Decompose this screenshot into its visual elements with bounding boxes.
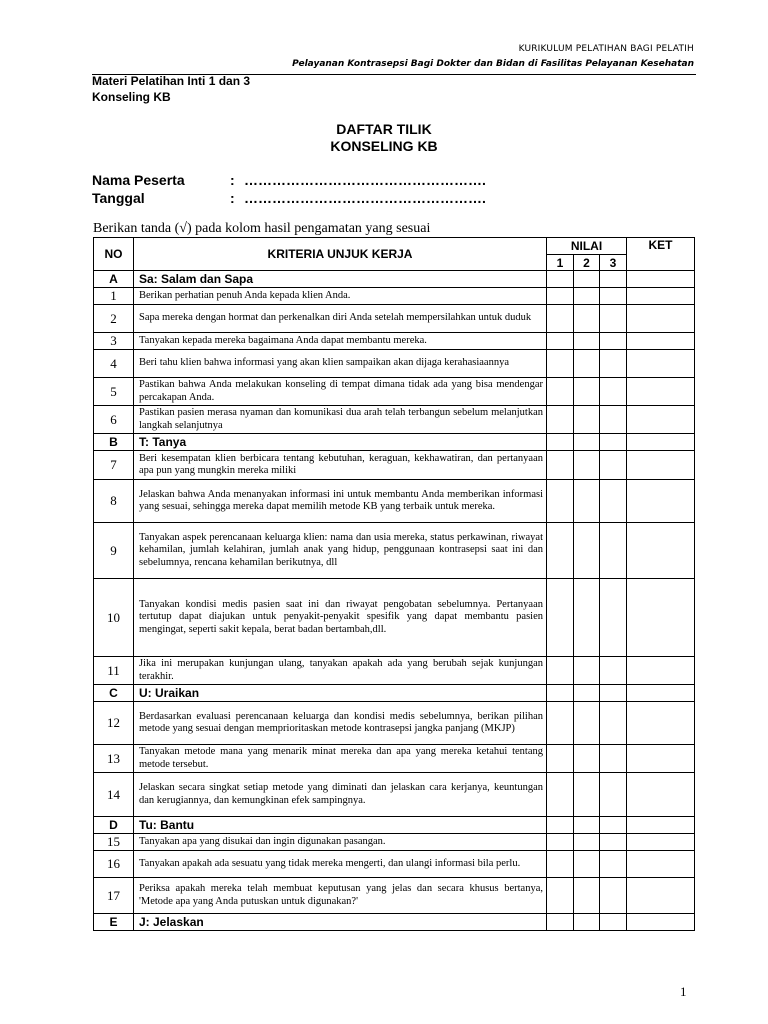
table-row: [94, 523, 695, 579]
score-cell-2[interactable]: [574, 523, 600, 579]
score-cell-3[interactable]: [600, 657, 627, 685]
score-cell-1[interactable]: [547, 685, 574, 702]
score-cell-2[interactable]: [574, 914, 600, 931]
section-row: [94, 685, 695, 702]
score-cell-3[interactable]: [600, 451, 627, 480]
table-row: [94, 878, 695, 914]
section-title: Sa: Salam dan Sapa: [134, 271, 547, 288]
item-number: 2: [94, 305, 134, 333]
field-separator: :: [230, 172, 235, 188]
table-row: [94, 773, 695, 817]
score-cell-3[interactable]: [600, 702, 627, 745]
item-number: 8: [94, 480, 134, 523]
ket-cell[interactable]: [627, 657, 695, 685]
score-cell-3[interactable]: [600, 480, 627, 523]
field-dots: …………………………………………….: [244, 172, 486, 188]
criteria-text: Beri kesempatan klien berbicara tentang kebutuhan, keraguan, kekhawatiran, dan pertanyaan apa pun yang mungkin mereka miliki: [134, 451, 547, 480]
score-cell-1[interactable]: [547, 271, 574, 288]
table-row: [94, 378, 695, 406]
score-cell-2[interactable]: [574, 288, 600, 305]
score-cell-2[interactable]: [574, 333, 600, 350]
score-cell-1[interactable]: [547, 579, 574, 657]
score-cell-3[interactable]: [600, 333, 627, 350]
item-number: 16: [94, 851, 134, 878]
item-number: 13: [94, 745, 134, 773]
score-cell-3[interactable]: [600, 434, 627, 451]
section-letter: B: [94, 434, 134, 451]
score-cell-3[interactable]: [600, 834, 627, 851]
ket-cell[interactable]: [627, 745, 695, 773]
item-number: 17: [94, 878, 134, 914]
score-cell-3[interactable]: [600, 523, 627, 579]
ket-cell[interactable]: [627, 685, 695, 702]
col-header-nilai: NILAI: [547, 238, 627, 255]
score-header-3: 3: [600, 255, 627, 271]
item-number: 1: [94, 288, 134, 305]
section-letter: D: [94, 817, 134, 834]
score-cell-2[interactable]: [574, 817, 600, 834]
score-cell-1[interactable]: [547, 333, 574, 350]
page-number: 1: [680, 984, 687, 999]
score-cell-1[interactable]: [547, 288, 574, 305]
item-number: 5: [94, 378, 134, 406]
col-header-ket: KET: [627, 238, 695, 271]
score-cell-2[interactable]: [574, 851, 600, 878]
table-row: [94, 333, 695, 350]
item-number: 4: [94, 350, 134, 378]
table-row: [94, 350, 695, 378]
score-cell-2[interactable]: [574, 773, 600, 817]
criteria-text: Jelaskan bahwa Anda menanyakan informasi ini untuk membantu Anda memberikan informasi yang sesuai, sehingga mereka dapat memilih metode KB yang terbaik untuk mereka.: [134, 480, 547, 523]
ket-cell[interactable]: [627, 451, 695, 480]
score-cell-1[interactable]: [547, 451, 574, 480]
score-cell-1[interactable]: [547, 305, 574, 333]
score-cell-2[interactable]: [574, 406, 600, 434]
module-label: Materi Pelatihan Inti 1 dan 3: [92, 74, 251, 88]
item-number: 7: [94, 451, 134, 480]
score-cell-2[interactable]: [574, 271, 600, 288]
criteria-text: Berikan perhatian penuh Anda kepada klien Anda.: [134, 288, 547, 305]
section-row: [94, 271, 695, 288]
score-cell-2[interactable]: [574, 745, 600, 773]
section-letter: C: [94, 685, 134, 702]
criteria-text: Berdasarkan evaluasi perencanaan keluarga dan kondisi medis sebelumnya, berikan pilihan metode yang sesuai dengan memprioritaskan metode kontrasepsi jangka panjang (MKJP): [134, 702, 547, 745]
item-number: 12: [94, 702, 134, 745]
score-cell-2[interactable]: [574, 434, 600, 451]
table-row: [94, 702, 695, 745]
table-row: [94, 480, 695, 523]
score-cell-1[interactable]: [547, 773, 574, 817]
table-row: [94, 406, 695, 434]
score-cell-2[interactable]: [574, 657, 600, 685]
col-header-no: NO: [94, 238, 134, 271]
ket-cell[interactable]: [627, 406, 695, 434]
criteria-text: Tanyakan aspek perencanaan keluarga klien: nama dan usia mereka, status perkawinan, riwayat kehamilan, jumlah kelahiran, jumlah anak yang hidup, penggunaan kontrasepsi saat ini dan sebelumnya, rencana kehamilan berikutnya, dll: [134, 523, 547, 579]
criteria-text: Tanyakan metode mana yang menarik minat mereka dan apa yang mereka ketahui tentang metode tersebut.: [134, 745, 547, 773]
item-number: 9: [94, 523, 134, 579]
criteria-text: Jelaskan secara singkat setiap metode yang diminati dan jelaskan cara kerjanya, keuntungan dan kerugiannya, dan kemungkinan efek sampingnya.: [134, 773, 547, 817]
section-title: U: Uraikan: [134, 685, 547, 702]
criteria-text: Jika ini merupakan kunjungan ulang, tanyakan apakah ada yang berubah sejak kunjungan terakhir.: [134, 657, 547, 685]
score-cell-3[interactable]: [600, 305, 627, 333]
instruction-text: Berikan tanda (√) pada kolom hasil pengamatan yang sesuai: [93, 221, 431, 236]
ket-cell[interactable]: [627, 817, 695, 834]
curriculum-header: KURIKULUM PELATIHAN BAGI PELATIH: [518, 44, 694, 54]
field-label: Tanggal: [92, 190, 145, 206]
score-cell-2[interactable]: [574, 305, 600, 333]
section-title: Tu: Bantu: [134, 817, 547, 834]
score-cell-2[interactable]: [574, 685, 600, 702]
ket-cell[interactable]: [627, 480, 695, 523]
score-cell-1[interactable]: [547, 745, 574, 773]
criteria-text: Tanyakan kondisi medis pasien saat ini dan riwayat pengobatan sebelumnya. Pertanyaan tertutup dapat diajukan untuk penyakit-penyakit spesifik yang dapat membantu pasien mengingat, seperti sakit kepala, berat badan bertambah,dll.: [134, 579, 547, 657]
date-field[interactable]: [92, 190, 486, 206]
course-subtitle: Pelayanan Kontrasepsi Bagi Dokter dan Bidan di Fasilitas Pelayanan Kesehatan: [292, 59, 694, 69]
ket-cell[interactable]: [627, 834, 695, 851]
score-cell-2[interactable]: [574, 451, 600, 480]
table-row: [94, 745, 695, 773]
section-letter: A: [94, 271, 134, 288]
ket-cell[interactable]: [627, 914, 695, 931]
col-header-criteria: KRITERIA UNJUK KERJA: [134, 238, 547, 271]
item-number: 15: [94, 834, 134, 851]
score-cell-1[interactable]: [547, 378, 574, 406]
criteria-text: Tanyakan kepada mereka bagaimana Anda dapat membantu mereka.: [134, 333, 547, 350]
table-row: [94, 579, 695, 657]
item-number: 14: [94, 773, 134, 817]
document-title: DAFTAR TILIK: [336, 121, 432, 137]
score-cell-1[interactable]: [547, 834, 574, 851]
participant-name-field[interactable]: [92, 172, 486, 188]
field-dots: …………………………………………….: [244, 190, 486, 206]
score-cell-2[interactable]: [574, 480, 600, 523]
score-cell-2[interactable]: [574, 350, 600, 378]
section-title: J: Jelaskan: [134, 914, 547, 931]
score-cell-3[interactable]: [600, 773, 627, 817]
ket-cell[interactable]: [627, 333, 695, 350]
score-cell-1[interactable]: [547, 702, 574, 745]
field-label: Nama Peserta: [92, 172, 185, 188]
score-cell-2[interactable]: [574, 579, 600, 657]
score-cell-2[interactable]: [574, 878, 600, 914]
score-cell-1[interactable]: [547, 523, 574, 579]
ket-cell[interactable]: [627, 305, 695, 333]
score-cell-1[interactable]: [547, 914, 574, 931]
score-cell-3[interactable]: [600, 579, 627, 657]
table-row: [94, 451, 695, 480]
score-cell-3[interactable]: [600, 406, 627, 434]
score-cell-2[interactable]: [574, 834, 600, 851]
score-header-1: 1: [547, 255, 574, 271]
criteria-text: Beri tahu klien bahwa informasi yang akan klien sampaikan akan dijaga kerahasiaannya: [134, 350, 547, 378]
item-number: 3: [94, 333, 134, 350]
table-header-row: [94, 238, 695, 255]
section-row: [94, 434, 695, 451]
score-cell-1[interactable]: [547, 350, 574, 378]
score-cell-3[interactable]: [600, 817, 627, 834]
section-title: T: Tanya: [134, 434, 547, 451]
score-cell-3[interactable]: [600, 914, 627, 931]
ket-cell[interactable]: [627, 878, 695, 914]
score-cell-3[interactable]: [600, 745, 627, 773]
score-cell-3[interactable]: [600, 271, 627, 288]
table-row: [94, 288, 695, 305]
section-row: [94, 914, 695, 931]
score-cell-2[interactable]: [574, 702, 600, 745]
ket-cell[interactable]: [627, 579, 695, 657]
field-separator: :: [230, 190, 235, 206]
criteria-text: Sapa mereka dengan hormat dan perkenalkan diri Anda setelah mempersilahkan untuk duduk: [134, 305, 547, 333]
table-row: [94, 657, 695, 685]
document-subtitle: KONSELING KB: [330, 138, 438, 154]
ket-cell[interactable]: [627, 288, 695, 305]
score-cell-3[interactable]: [600, 851, 627, 878]
score-cell-3[interactable]: [600, 288, 627, 305]
score-cell-1[interactable]: [547, 434, 574, 451]
score-header-2: 2: [574, 255, 600, 271]
ket-cell[interactable]: [627, 702, 695, 745]
item-number: 10: [94, 579, 134, 657]
score-cell-1[interactable]: [547, 480, 574, 523]
topic-label: Konseling KB: [92, 90, 171, 104]
criteria-text: Tanyakan apakah ada sesuatu yang tidak mereka mengerti, dan ulangi informasi bila perlu.: [134, 851, 547, 878]
score-cell-1[interactable]: [547, 657, 574, 685]
section-row: [94, 817, 695, 834]
score-cell-3[interactable]: [600, 685, 627, 702]
score-cell-3[interactable]: [600, 350, 627, 378]
ket-cell[interactable]: [627, 271, 695, 288]
ket-cell[interactable]: [627, 378, 695, 406]
section-letter: E: [94, 914, 134, 931]
table-row: [94, 305, 695, 333]
score-cell-1[interactable]: [547, 878, 574, 914]
ket-cell[interactable]: [627, 851, 695, 878]
table-row: [94, 834, 695, 851]
table-row: [94, 851, 695, 878]
score-cell-1[interactable]: [547, 817, 574, 834]
item-number: 11: [94, 657, 134, 685]
ket-cell[interactable]: [627, 434, 695, 451]
item-number: 6: [94, 406, 134, 434]
criteria-text: Periksa apakah mereka telah membuat keputusan yang jelas dan secara khusus bertanya, 'Metode apa yang Anda putuskan untuk digunakan?': [134, 878, 547, 914]
score-cell-3[interactable]: [600, 378, 627, 406]
checklist-table: [93, 237, 695, 931]
ket-cell[interactable]: [627, 523, 695, 579]
ket-cell[interactable]: [627, 773, 695, 817]
criteria-text: Pastikan pasien merasa nyaman dan komunikasi dua arah telah terbangun sebelum melanjutkan langkah selanjutnya: [134, 406, 547, 434]
score-cell-2[interactable]: [574, 378, 600, 406]
criteria-text: Tanyakan apa yang disukai dan ingin digunakan pasangan.: [134, 834, 547, 851]
score-cell-1[interactable]: [547, 406, 574, 434]
score-cell-1[interactable]: [547, 851, 574, 878]
score-cell-3[interactable]: [600, 878, 627, 914]
criteria-text: Pastikan bahwa Anda melakukan konseling di tempat dimana tidak ada yang bisa mendengar percakapan Anda.: [134, 378, 547, 406]
ket-cell[interactable]: [627, 350, 695, 378]
